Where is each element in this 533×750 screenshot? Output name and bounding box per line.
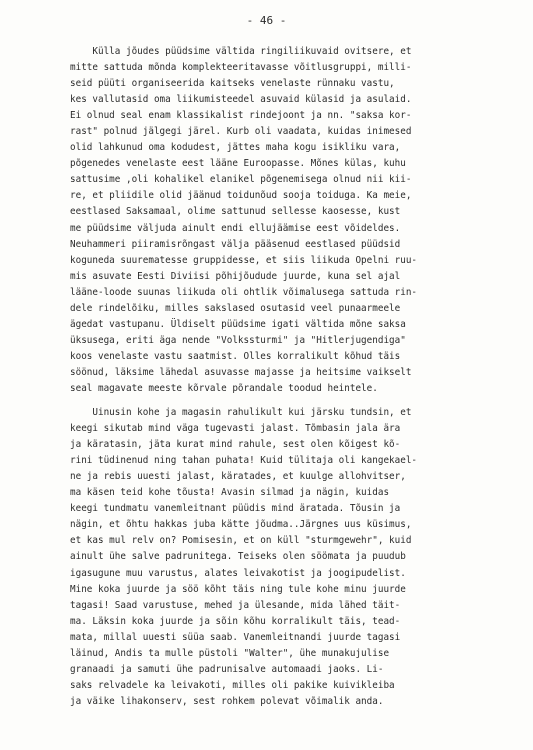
text-line: seid püüti organiseerida kaitseks venelaste rünnaku vastu, [70,78,395,90]
text-line: ja käratasin, jäta kurat mind rahule, sest olen kõigest kõ- [70,439,401,451]
text-line: saks relvadele ka leivakoti, milles oli pakike kuivikleiba [70,679,395,691]
text-line: seal magavate meeste kõrvale põrandale toodud heintele. [70,382,378,394]
text-line: mis asuvate Eesti Diviisi põhijõudude juurde, kuna sel ajal [70,270,401,282]
text-line: söönud, läksime lähedal asuvasse majasse ja heitsime vaikselt [70,366,412,378]
paragraph-2 [70,405,490,710]
text-line: mitte sattuda mõnda komplekteeritavasse võitlusgruppi, milli- [70,62,412,74]
text-line: rini tüdinenud ning tahan puhata! Kuid tülitaja oli kangekael- [70,455,418,467]
page-number: - 46 - [246,14,287,27]
text-line: läinud, Andis ta mulle püstoli "Walter", ühe munakujulise [70,647,390,659]
text-line: üksusega, eriti äga nende "Volkssturmi" ja "Hitlerjugendiga" [70,334,406,346]
text-line: ägedat vastupanu. Üldiselt püüdsime igati vältida mõne saksa [70,318,406,330]
text-line: Külla jõudes püüdsime vältida ringiliikuvaid ovitsere, et [70,46,412,57]
text-line: eestlased Saksamaal, olime sattunud sellesse kaosesse, kust [70,206,401,218]
text-line: ma käsen teid kohe tõusta! Avasin silmad ja nägin, kuidas [70,487,390,499]
text-line: lääne-loode suunas liikuda oli ohtlik võimalusega sattuda rin- [70,286,418,298]
text-line: keegi tundmatu vanemleitnant püüdis mind äratada. Tõusin ja [70,503,401,515]
text-line: kes vallutasid oma liikumisteedel asuvaid külasid ja asulaid. [70,94,412,106]
text-line: dele rindelõiku, milles sakslased osutasid veel punaarmeele [70,302,401,314]
text-line: ja väike lihakonserv, sest rohkem polevat võimalik anda. [70,695,384,707]
text-line: Ei olnud seal enam klassikalist rindejoont ja nn. "saksa kor- [70,110,412,122]
text-line: igasugune muu varustus, alates leivakotist ja joogipudelist. [70,567,406,579]
text-line: ne ja rebis uuesti jalast, käratades, et kuulge allohvitser, [70,471,406,483]
paragraph-gap [70,397,490,405]
text-line: rast" polnud jälgegi järel. Kurb oli vaadata, kuidas inimesed [70,126,412,138]
text-line: tagasi! Saad varustuse, mehed ja ülesande, mida lähed täit- [70,599,401,611]
text-line: sattusime ,oli kohalikel elanikel põgenemisega olnud nii kii- [70,174,412,186]
text-line: koguneda suurematesse gruppidesse, et siis liikuda Opelni ruu- [70,254,418,266]
text-line: re, et pliidile olid jäänud toidunõud sooja toiduga. Ka meie, [70,190,412,202]
text-line: me püüdsime väljuda ainult endi ellujäämise eest võideldes. [70,222,401,234]
text-line: granaadi ja samuti ühe padrunisalve automaadi jaoks. Li- [70,663,384,675]
text-line: keegi sikutab mind väga tugevasti jalast. Tõmbasin jala ära [70,423,401,435]
text-line: Neuhammeri piiramisrõngast välja pääsenud eestlased püüdsid [70,238,401,250]
text-line: Uinusin kohe ja magasin rahulikult kui järsku tundsin, et [70,407,412,419]
paragraph-1 [70,44,490,397]
text-line: ainult ühe salve padrunitega. Teiseks olen söömata ja puudub [70,551,406,563]
text-line: Mine koka juurde ja söö kõht täis ning tule kohe minu juurde [70,583,406,595]
text-line: olid lahkunud oma kodudest, jättes maha kogu isikliku vara, [70,142,401,154]
body-text [70,44,490,710]
text-line: nägin, et õhtu hakkas juba kätte jõudma..Järgnes uus küsimus, [70,519,412,531]
text-line: mata, millal uuesti süüa saab. Vanemleitnandi juurde tagasi [70,631,401,643]
text-line: põgenedes venelaste eest lääne Euroopasse. Mõnes külas, kuhu [70,158,406,170]
text-line: et kas mul relv on? Pomisesin, et on küll "sturmgewehr", kuid [70,535,412,547]
text-line: ma. Läksin koka juurde ja sõin kõhu korralikult täis, tead- [70,615,401,627]
text-line: koos venelaste vastu saatmist. Olles korralikult kõhud täis [70,350,401,362]
